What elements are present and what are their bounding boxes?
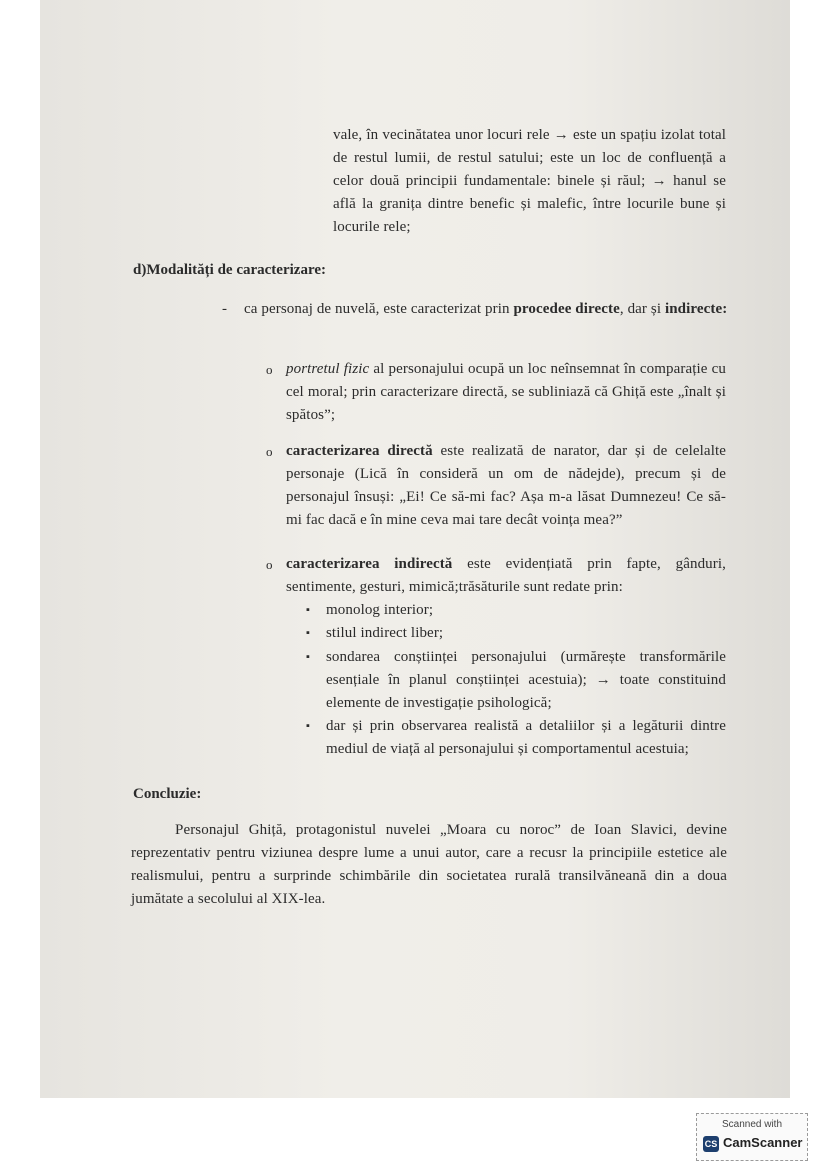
dash-text-before: ca personaj de nuvelă, este caracterizat prin — [244, 301, 514, 317]
item-bold-term: caracterizarea directă — [286, 443, 433, 459]
circle-list-item — [266, 358, 726, 427]
item-italic-term: portretul fizic — [286, 361, 370, 377]
dash-marker: - — [222, 301, 228, 317]
square-list-item — [306, 622, 726, 645]
camscanner-brand-label: CamScanner — [723, 1135, 803, 1150]
circle-list-item — [266, 553, 726, 599]
square-list-item — [306, 715, 726, 761]
dash-text-mid: , dar și — [619, 301, 665, 317]
item-text: dar și prin observarea realistă a detaliilor și a legăturii dintre mediul de viață al personajului și comportamentul acestuia; — [326, 718, 726, 757]
top-paragraph: vale, în vecinătatea unor locuri rele → este un spațiu izolat total de restul lumii, de restul satului; este un loc de confluență a celor două principii fundamentale: binele și răul; → hanul se află la granița dintre benefic și malefic, între locurile bune și locurile rele; — [333, 127, 726, 235]
circle-bullet-icon: o — [266, 557, 273, 572]
item-text: stilul indirect liber; — [326, 625, 444, 641]
item-text: este realizată de narator, dar și de celelalte personaje (Lică în consideră un om de nădejde), precum și de personajul însuși: „Ei! Ce să-mi fac? Așa m-a lăsat Dumnezeu! Ce să-mi fac dacă e în mine ceva mai tare decât voința mea?” — [286, 443, 726, 528]
item-bold-term: caracterizarea indirectă — [286, 556, 453, 572]
dash-list-item — [222, 298, 728, 321]
item-text: al personajului ocupă un loc neînsemnat în comparație cu cel moral; prin caracterizare directă, se subliniază că Ghiță este „înalt și spătos”; — [286, 361, 726, 423]
conclusion-paragraph: Personajul Ghiță, protagonistul nuvelei „Moara cu noroc” de Ioan Slavici, devine reprezentativ pentru viziunea despre lume a unui autor, care a recusr la principiile estetice ale realismului, pentru a surprinde schimbările din societatea rurală transilvăneană din a doua jumătate a secolului al XIX-lea. — [131, 822, 727, 907]
dash-bold-indirect: indirecte: — [664, 301, 728, 317]
camscanner-badge — [696, 1113, 808, 1161]
circle-bullet-icon: o — [266, 444, 273, 459]
dash-bold-direct: procedee directe — [513, 301, 620, 317]
heading-concluzie: Concluzie: — [133, 786, 202, 802]
square-list-item — [306, 599, 726, 622]
square-list-item — [306, 646, 726, 715]
square-bullet-icon: ▪ — [306, 627, 310, 639]
square-bullet-icon: ▪ — [306, 720, 310, 732]
heading-modalitati: d)Modalități de caracterizare: — [133, 262, 326, 278]
item-text: este evidențiată prin fapte, gânduri, sentimente, gesturi, mimică;trăsăturile sunt redate prin: — [286, 556, 726, 595]
item-text: sondarea conștiinței personajului (urmărește transformările esențiale în planul conștiinței acestuia); → toate constituind elemente de investigație psihologică; — [326, 649, 726, 711]
circle-bullet-icon: o — [266, 362, 273, 377]
scanned-with-label: Scanned with — [721, 1119, 783, 1130]
square-bullet-icon: ▪ — [306, 604, 310, 616]
camscanner-logo-icon: CS — [703, 1136, 719, 1152]
item-text: monolog interior; — [326, 602, 434, 618]
square-bullet-icon: ▪ — [306, 651, 310, 663]
circle-list-item — [266, 440, 726, 532]
